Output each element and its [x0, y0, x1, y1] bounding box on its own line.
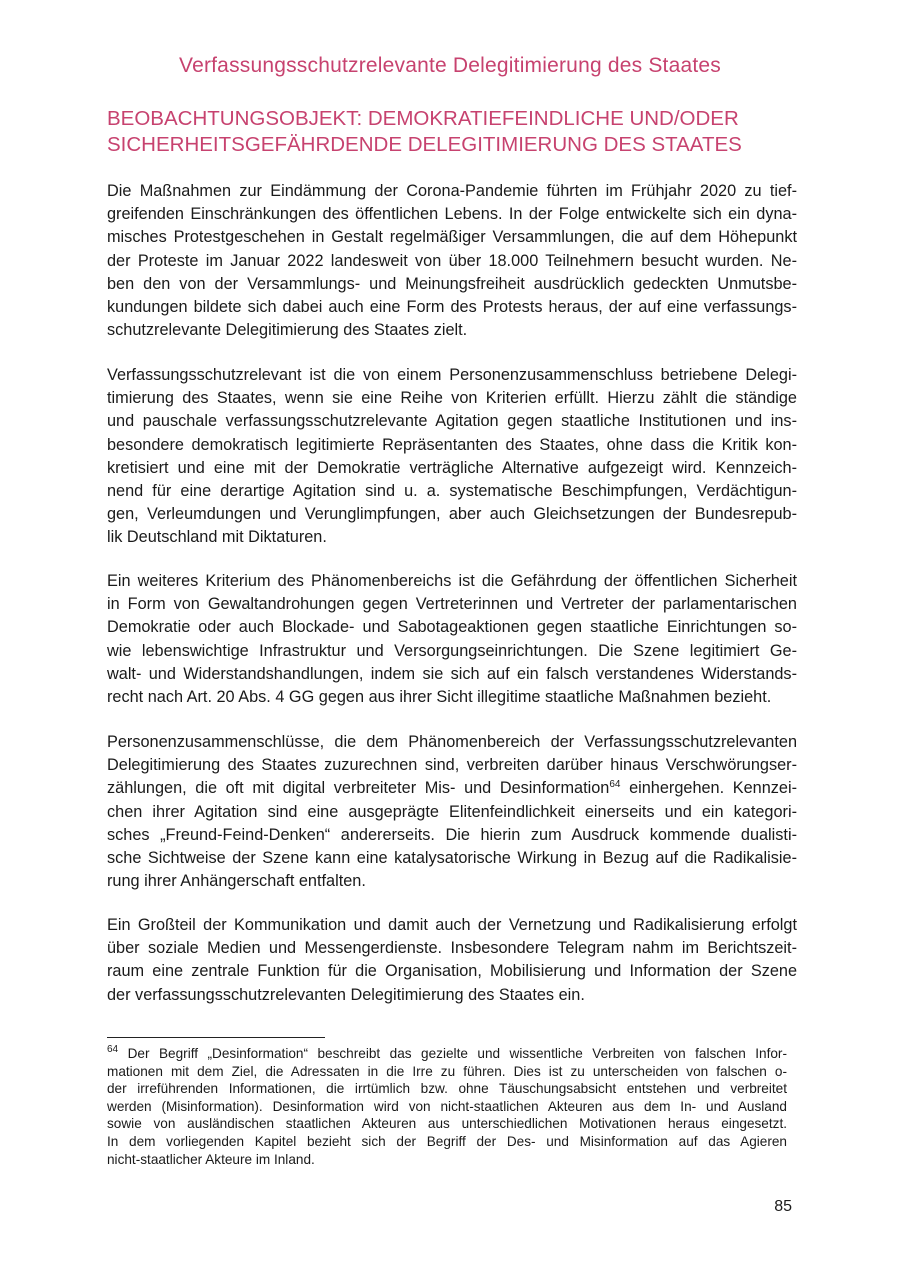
text-line: der verfassungsschutzrelevanten Delegitimierung des Staates ein. [107, 985, 585, 1004]
footnote-line: mationen mit dem Ziel, die Adressaten in die Irre zu führen. Dies ist zu unterscheiden von falschen o- [107, 1063, 787, 1079]
footnote-line: sowie von ausländischen staatlichen Akteuren aus unterschiedlichen Motivationen heraus eingesetzt. [107, 1116, 787, 1132]
text-line: Personenzusammenschlüsse, die dem Phänomenbereich der Verfassungsschutzrelevanten [107, 733, 797, 751]
text-line: Die Maßnahmen zur Eindämmung der Corona-Pandemie führten im Frühjahr 2020 zu tief- [107, 182, 797, 200]
text-segment: einhergehen. Kennzei- [620, 779, 797, 798]
footnote-number: 64 [107, 1044, 119, 1055]
text-line: nend für eine derartige Agitation sind u. a. systematische Beschimpfungen, Verdächtigun- [107, 482, 797, 501]
text-line: und pauschale verfassungsschutzrelevante Agitation gegen staatliche Institutionen und ins- [107, 412, 797, 431]
text-line: recht nach Art. 20 Abs. 4 GG gegen aus ihrer Sicht illegitime staatliche Maßnahmen bezieht. [107, 688, 772, 707]
text-line: wie lebenswichtige Infrastruktur und Versorgungseinrichtungen. Die Szene legitimiert Ge- [107, 641, 797, 660]
text-line: über soziale Medien und Messengerdienste. Insbesondere Telegram nahm im Berichtszeit- [107, 939, 797, 958]
footnote-reference[interactable]: 64 [609, 779, 621, 791]
page-number: 85 [774, 1198, 792, 1215]
text-line: Ein weiteres Kriterium des Phänomenbereichs ist die Gefährdung der öffentlichen Sicherheit [107, 572, 797, 590]
text-line: in Form von Gewaltandrohungen gegen Vertreterinnen und Vertreter der parlamentarischen [107, 595, 797, 614]
section-title [107, 106, 797, 158]
paragraph-criteria [107, 364, 797, 550]
text-line: Delegitimierung des Staates zuzurechnen sind, verbreiten darüber hinaus Verschwörungser- [107, 756, 797, 775]
text-line: gen, Verleumdungen und Verunglimpfungen, aber auch Gleichsetzungen der Bundesrepub- [107, 505, 797, 524]
text-line: Demokratie oder auch Blockade- und Sabotageaktionen gegen staatliche Einrichtungen so- [107, 618, 797, 637]
text-line: Ein Großteil der Kommunikation und damit auch der Vernetzung und Radikalisierung erfolgt [107, 916, 797, 934]
text-line: sche Sichtweise der Szene kann eine katalysatorische Wirkung in Bezug auf die Radikalisie- [107, 849, 797, 868]
footnote-line: nicht-staatlicher Akteure im Inland. [107, 1151, 315, 1167]
text-line: ben den von der Versammlungs- und Meinungsfreiheit ausdrücklich gedeckten Unmutsbe- [107, 274, 797, 293]
text-line: Verfassungsschutzrelevant ist die von einem Personenzusammenschluss betriebene Delegi- [107, 366, 797, 384]
text-line-with-footnote [107, 777, 797, 800]
paragraph-telegram [107, 914, 797, 1007]
paragraph-corona-protests [107, 180, 797, 342]
text-line: sches „Freund-Feind-Denken“ andererseits. Die hierin zum Ausdruck kommende dualisti- [107, 825, 797, 844]
paragraph-conspiracy [107, 731, 797, 893]
section-title-line: SICHERHEITSGEFÄHRDENDE DELEGITIMIERUNG DES STAATES [107, 133, 742, 156]
footnote-divider [107, 1037, 325, 1038]
text-segment: Der Begriff „Desinformation“ beschreibt das gezielte und wissentliche Verbreiten von falschen Infor- [118, 1046, 787, 1061]
text-line: walt- und Widerstandshandlungen, indem sie sich auf ein falsch verstandenes Widerstands- [107, 664, 797, 683]
footnote-line [107, 1045, 787, 1063]
text-line: lik Deutschland mit Diktaturen. [107, 528, 327, 547]
paragraph-public-safety [107, 570, 797, 709]
footnote-line: In dem vorliegenden Kapitel bezieht sich der Begriff der Des- und Misinformation auf das Agieren [107, 1133, 787, 1149]
running-header-title: Verfassungsschutzrelevante Delegitimierung des Staates [179, 54, 721, 77]
text-line: chen ihrer Agitation sind eine ausgeprägte Elitenfeindlichkeit einerseits und ein kategori- [107, 802, 797, 821]
footnote-line: werden (Misinformation). Desinformation wird von nicht-staatlichen Akteuren aus dem In- und Ausland [107, 1098, 787, 1114]
text-line: greifenden Einschränkungen des öffentlichen Lebens. In der Folge entwickelte sich ein dyna- [107, 205, 797, 224]
text-line: der Proteste im Januar 2022 landesweit von über 18.000 Teilnehmern besucht wurden. Ne- [107, 251, 797, 270]
text-line: kretisiert und eine mit der Demokratie verträgliche Alternative aufgezeigt wird. Kennzeich- [107, 458, 797, 477]
text-line: misches Protestgeschehen in Gestalt regelmäßiger Versammlungen, die auf dem Höhepunkt [107, 228, 797, 247]
footnote-64 [107, 1045, 787, 1168]
text-line: raum eine zentrale Funktion für die Organisation, Mobilisierung und Information der Szene [107, 962, 797, 981]
text-line: kundungen bildete sich dabei auch eine Form des Protests heraus, der auf eine verfassungs- [107, 298, 797, 317]
text-line: schutzrelevante Delegitimierung des Staates zielt. [107, 321, 468, 340]
section-title-line: BEOBACHTUNGSOBJEKT: DEMOKRATIEFEINDLICHE UND/ODER [107, 107, 739, 130]
text-line: rung ihrer Anhängerschaft entfalten. [107, 872, 366, 891]
text-segment: zählungen, die oft mit digital verbreiteter Mis- und Desinformation [107, 779, 610, 798]
text-line: timierung des Staates, wenn sie eine Reihe von Kriterien erfüllt. Hierzu zählt die ständige [107, 389, 797, 408]
footnote-line: der irreführenden Informationen, die irrtümlich bzw. ohne Täuschungsabsicht entstehen und verbreitet [107, 1081, 787, 1097]
text-line: besondere demokratisch legitimierte Repräsentanten des Staates, ohne dass die Kritik kon- [107, 435, 797, 454]
